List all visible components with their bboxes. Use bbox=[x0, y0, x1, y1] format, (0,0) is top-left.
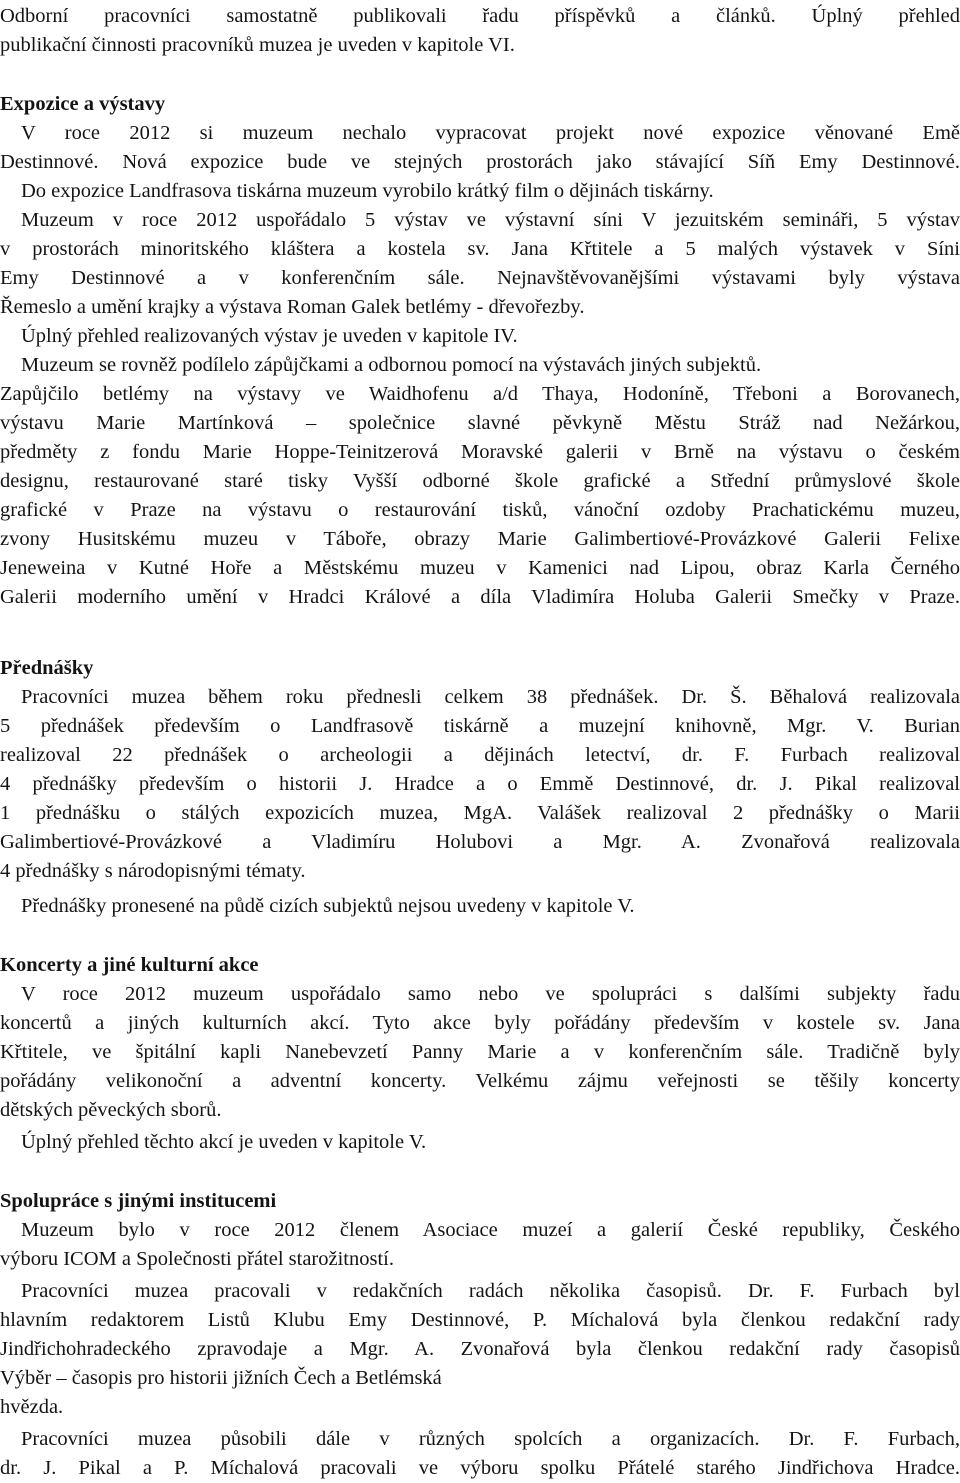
text-line: dětských pěveckých sborů. bbox=[0, 1099, 222, 1121]
section-heading-expozice: Expozice a výstavy bbox=[0, 93, 166, 115]
section-heading-prednasky: Přednášky bbox=[0, 657, 94, 679]
text-line: Destinnové. Nová expozice bude ve stejných prostorách jako stávající Síň Emy Destinnové. bbox=[0, 151, 960, 173]
text-line: Řemeslo a umění krajky a výstava Roman Galek betlémy - dřevořezby. bbox=[0, 296, 585, 318]
text-line: Jindřichohradeckého zpravodaje a Mgr. A. Zvonařová byla členkou redakční rady časopisů bbox=[0, 1338, 960, 1360]
text-line: hvězda. bbox=[0, 1396, 64, 1418]
text-line: Pracovníci muzea během roku přednesli celkem 38 přednášek. Dr. Š. Běhalová realizovala bbox=[21, 686, 960, 708]
text-line: Křtitele, ve špitální kapli Nanebevzetí Panny Marie a v konferenčním sále. Tradičně byly bbox=[0, 1041, 960, 1063]
text-line: Galimbertiové-Provázkové a Vladimíru Holubovi a Mgr. A. Zvonařová realizovala bbox=[0, 831, 960, 853]
text-line: realizoval 22 přednášek o archeologii a dějinách letectví, dr. F. Furbach realizoval bbox=[0, 744, 960, 766]
text-line: Odborní pracovníci samostatně publikovali řadu příspěvků a článků. Úplný přehled bbox=[0, 5, 960, 27]
text-line: publikační činnosti pracovníků muzea je uveden v kapitole VI. bbox=[0, 34, 515, 56]
text-line: V roce 2012 muzeum uspořádalo samo nebo ve spolupráci s dalšími subjekty řadu bbox=[21, 983, 960, 1005]
text-line: koncertů a jiných kulturních akcí. Tyto akce byly pořádány především v kostele sv. Jana bbox=[0, 1012, 960, 1034]
text-line: Jeneweina v Kutné Hoře a Městskému muzeu v Kamenici nad Lipou, obraz Karla Černého bbox=[0, 557, 960, 579]
text-line: Emy Destinnové a v konferenčním sále. Nejnavštěvovanějšími výstavami byly výstava bbox=[0, 267, 960, 289]
text-line: Pracovníci muzea pracovali v redakčních radách několika časopisů. Dr. F. Furbach byl bbox=[21, 1280, 960, 1302]
text-line: grafické v Praze na výstavu o restaurování tisků, vánoční ozdoby Prachatickému muzeu, bbox=[0, 499, 960, 521]
text-line: Úplný přehled těchto akcí je uveden v kapitole V. bbox=[21, 1131, 427, 1153]
text-line: 4 přednášky s národopisnými tématy. bbox=[0, 860, 306, 882]
text-line: předměty z fondu Marie Hoppe-Teinitzerová Moravské galerii v Brně na výstavu o českém bbox=[0, 441, 960, 463]
text-line: pořádány velikonoční a adventní koncerty. Velkému zájmu veřejnosti se těšily koncerty bbox=[0, 1070, 960, 1092]
text-line: 4 přednášky především o historii J. Hradce a o Emmě Destinnové, dr. J. Pikal realizoval bbox=[0, 773, 960, 795]
section-heading-spoluprace: Spolupráce s jinými institucemi bbox=[0, 1190, 277, 1212]
text-line: výstavu Marie Martínková – společnice slavné pěvkyně Městu Stráž nad Nežárkou, bbox=[0, 412, 960, 434]
text-line: v prostorách minoritského kláštera a kostela sv. Jana Křtitele a 5 malých výstavek v Síni bbox=[0, 238, 960, 260]
text-line: Zapůjčilo betlémy na výstavy ve Waidhofenu a/d Thaya, Hodoníně, Třeboni a Borovanech, bbox=[0, 383, 960, 405]
text-line: Úplný přehled realizovaných výstav je uveden v kapitole IV. bbox=[21, 325, 518, 347]
text-line: Muzeum se rovněž podílelo zápůjčkami a odbornou pomocí na výstavách jiných subjektů. bbox=[21, 354, 762, 376]
text-line: Muzeum bylo v roce 2012 členem Asociace muzeí a galerií České republiky, Českého bbox=[21, 1219, 960, 1241]
text-line: 5 přednášek především o Landfrasově tiskárně a muzejní knihovně, Mgr. V. Burian bbox=[0, 715, 960, 737]
text-line: Pracovníci muzea působili dále v různých spolcích a organizacích. Dr. F. Furbach, bbox=[21, 1428, 960, 1450]
text-line: V roce 2012 si muzeum nechalo vypracovat projekt nové expozice věnované Emě bbox=[21, 122, 960, 144]
text-line: Muzeum v roce 2012 uspořádalo 5 výstav ve výstavní síni V jezuitském semináři, 5 výstav bbox=[21, 209, 960, 231]
text-line: dr. J. Pikal a P. Míchalová pracovali ve výboru spolku Přátelé starého Jindřichova Hradce. bbox=[0, 1457, 960, 1479]
text-line: Do expozice Landfrasova tiskárna muzeum vyrobilo krátký film o dějinách tiskárny. bbox=[21, 180, 714, 202]
text-line: Přednášky pronesené na půdě cizích subjektů nejsou uvedeny v kapitole V. bbox=[21, 895, 635, 917]
text-line: Výběr – časopis pro historii jižních Čech a Betlémská bbox=[0, 1367, 442, 1389]
text-line: 1 přednášku o stálých expozicích muzea, MgA. Valášek realizoval 2 přednášky o Marii bbox=[0, 802, 960, 824]
text-line: zvony Husitskému muzeu v Táboře, obrazy Marie Galimbertiové-Provázkové Galerii Felixe bbox=[0, 528, 960, 550]
text-line: hlavním redaktorem Listů Klubu Emy Destinnové, P. Míchalová byla členkou redakční rady bbox=[0, 1309, 960, 1331]
section-heading-koncerty: Koncerty a jiné kulturní akce bbox=[0, 954, 259, 976]
text-line: výboru ICOM a Společnosti přátel starožitností. bbox=[0, 1248, 394, 1270]
text-line: Galerii moderního umění v Hradci Králové a díla Vladimíra Holuba Galerii Smečky v Praze. bbox=[0, 586, 960, 608]
text-line: designu, restaurované staré tisky Vyšší odborné škole grafické a Střední průmyslové škole bbox=[0, 470, 960, 492]
